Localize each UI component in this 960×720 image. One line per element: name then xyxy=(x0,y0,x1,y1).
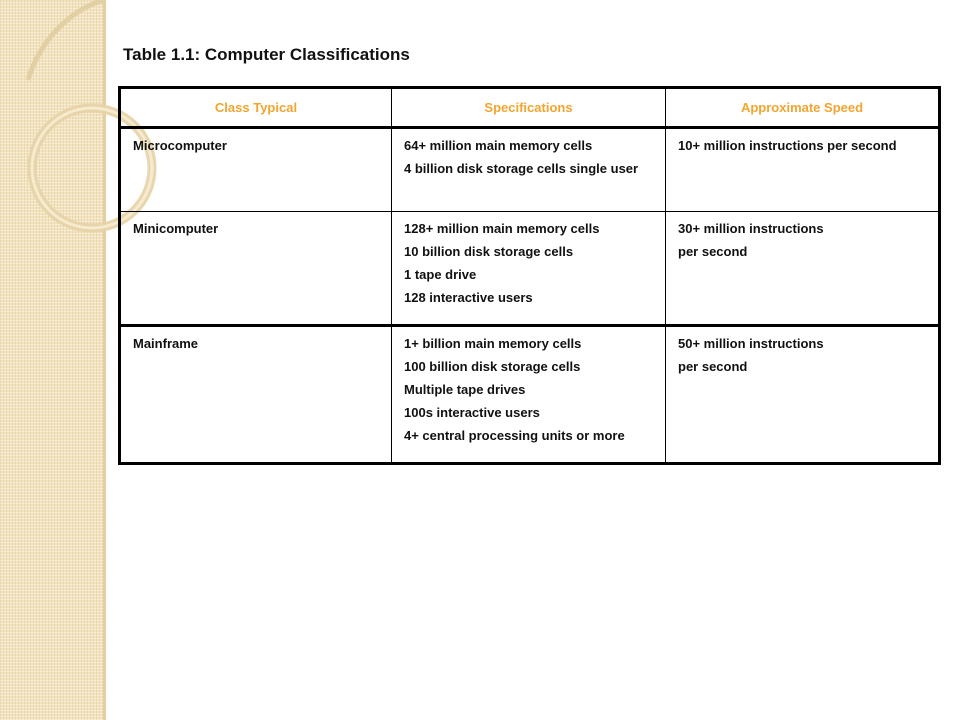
cell-speed xyxy=(666,326,940,464)
cell-class xyxy=(120,326,392,464)
table-header-row xyxy=(120,88,940,128)
speed-line: 10+ million instructions per second xyxy=(678,138,897,153)
table-row-minicomputer xyxy=(120,212,940,326)
spec-line: 4+ central processing units or more xyxy=(404,428,625,443)
cell-specifications xyxy=(392,212,666,326)
spec-line: 128+ million main memory cells xyxy=(404,221,600,236)
cell-speed xyxy=(666,128,940,212)
speed-line: 50+ million instructions xyxy=(678,336,824,351)
spec-line: 1 tape drive xyxy=(404,267,477,282)
table-row-microcomputer xyxy=(120,128,940,212)
speed-line: per second xyxy=(678,244,748,259)
cell-speed xyxy=(666,212,940,326)
spec-line: Multiple tape drives xyxy=(404,382,526,397)
cell-class xyxy=(120,212,392,326)
class-name: Minicomputer xyxy=(133,221,219,236)
spec-line: 128 interactive users xyxy=(404,290,533,305)
spec-line: 100s interactive users xyxy=(404,405,540,420)
cell-specifications xyxy=(392,326,666,464)
class-name: Mainframe xyxy=(133,336,199,351)
spec-line: 100 billion disk storage cells xyxy=(404,359,581,374)
class-name: Microcomputer xyxy=(133,138,227,153)
ring-arc-top xyxy=(28,0,104,80)
speed-line: per second xyxy=(678,359,748,374)
cell-specifications xyxy=(392,128,666,212)
spec-line: 1+ billion main memory cells xyxy=(404,336,582,351)
header-class-typical: Class Typical xyxy=(120,88,392,128)
header-specifications: Specifications xyxy=(392,88,666,128)
spec-line: 64+ million main memory cells xyxy=(404,138,593,153)
speed-line: 30+ million instructions xyxy=(678,221,824,236)
table-row-mainframe xyxy=(120,326,940,464)
spec-line: 10 billion disk storage cells xyxy=(404,244,574,259)
page-title: Table 1.1: Computer Classifications xyxy=(123,45,410,64)
cell-class xyxy=(120,128,392,212)
header-approximate-speed: Approximate Speed xyxy=(666,88,940,128)
classification-table xyxy=(118,86,941,465)
spec-line: 4 billion disk storage cells single user xyxy=(404,161,639,176)
